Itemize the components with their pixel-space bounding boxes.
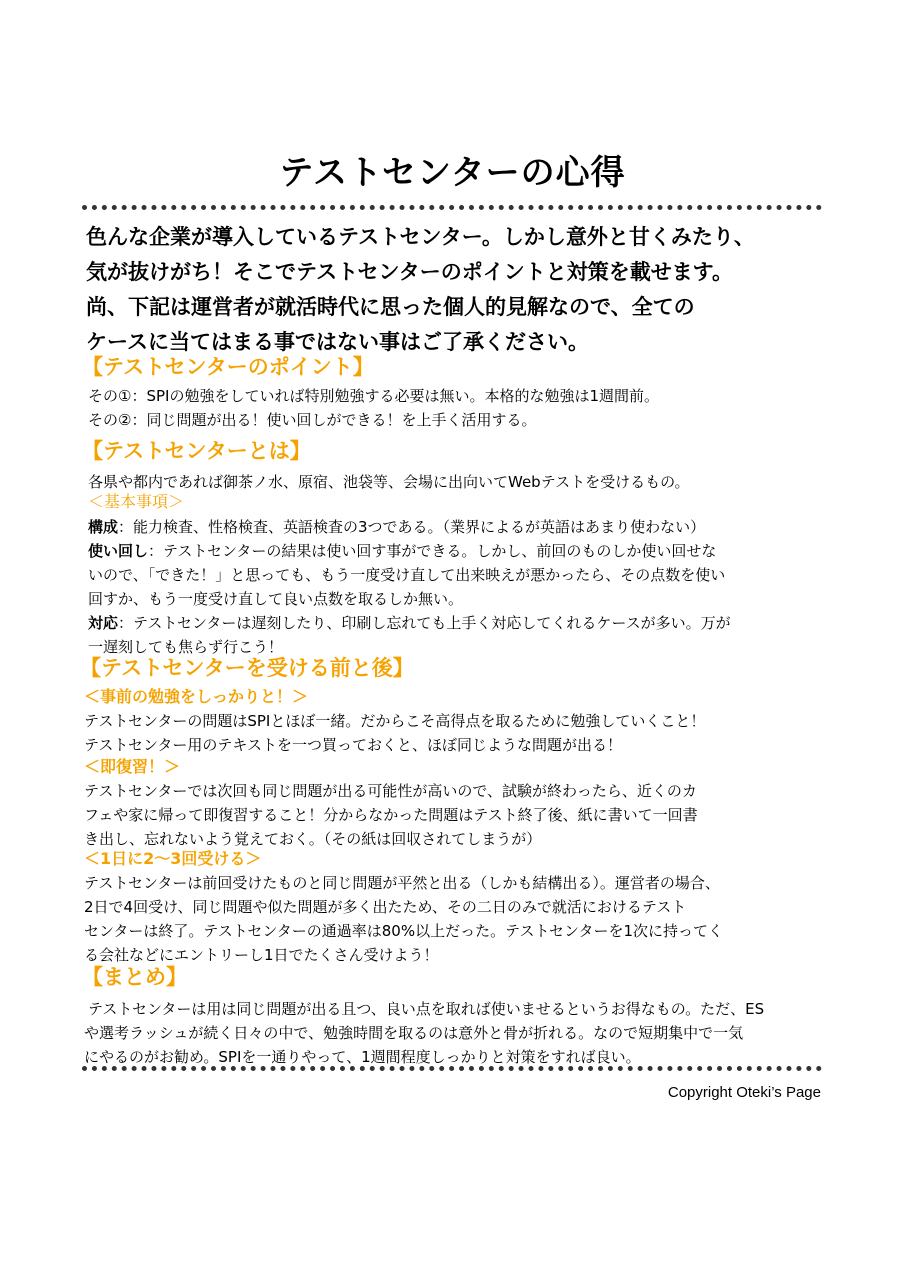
multi-line: センターは終了。テストセンターの通過率は80%以上だった。テストセンターを1次に持ってく — [84, 922, 723, 940]
composition-text: ：能力検査、性格検査、英語検査の3つである。（業界によるが英語はあまり使わない） — [118, 518, 706, 536]
reuse-line: 回すか、もう一度受け直して良い点数を取るしか無い。 — [88, 590, 464, 608]
summary-line: や選考ラッシュが続く日々の中で、勉強時間を取るのは意外と骨が折れる。なので短期集中で一気 — [84, 1024, 744, 1042]
response-text: ：テストセンターは遅刻したり、印刷し忘れても上手く対応してくれるケースが多い。万が — [118, 614, 731, 632]
intro-paragraph — [86, 220, 816, 360]
copyright: Copyright Oteki’s Page — [667, 1084, 821, 1101]
intro-line: 色んな企業が導入しているテストセンター。しかし意外と甘くみたり、 — [86, 225, 755, 249]
multi-heading: ＜1日に2～3回受ける＞ — [84, 849, 262, 868]
review-line: テストセンターでは次回も同じ問題が出る可能性が高いので、試験が終わったら、近くのカ — [84, 782, 697, 800]
section-heading-before-after: 【テストセンターを受ける前と後】 — [80, 656, 414, 680]
page-title: テストセンターの心得 — [279, 153, 626, 193]
section-heading-summary: 【まとめ】 — [82, 965, 187, 989]
response-label: 対応 — [88, 614, 119, 632]
response-line: 一遅刻しても焦らず行こう！ — [88, 638, 284, 656]
review-line: フェや家に帰って即復習すること！分からなかった問題はテスト終了後、紙に書いて一回書 — [84, 806, 698, 824]
prep-line: テストセンターの問題はSPIとほぼ一緒。だからこそ高得点を取るために勉強していくこと！ — [84, 712, 706, 730]
basics-heading: ＜基本事項＞ — [88, 492, 185, 511]
point-item: その②：同じ問題が出る！使い回しができる！を上手く活用する。 — [88, 411, 537, 429]
reuse-text: ：テストセンターの結果は使い回す事ができる。しかし、前回のものしか使い回せな — [148, 542, 717, 560]
top-divider — [82, 205, 822, 210]
prep-line: テストセンター用のテキストを一つ買っておくと、ほぼ同じような問題が出る！ — [84, 736, 623, 754]
intro-line: ケースに当てはまる事ではない事はご了承ください。 — [86, 330, 589, 354]
composition-line — [88, 515, 705, 539]
multi-line: る会社などにエントリーし1日でたくさん受けよう！ — [84, 946, 439, 964]
intro-line: 気が抜けがち！そこでテストセンターのポイントと対策を載せます。 — [86, 260, 734, 284]
summary-line: にやるのがお勧め。SPIを一通りやって、1週間程度しっかりと対策をすれば良い。 — [84, 1048, 641, 1066]
reuse-line — [88, 539, 716, 563]
composition-label: 構成 — [88, 518, 119, 536]
about-description: 各県や都内であれば御茶ノ水、原宿、池袋等、会場に出向いてWebテストを受けるもの。 — [88, 473, 690, 491]
intro-line: 尚、下記は運営者が就活時代に思った個人的見解なので、全ての — [86, 295, 695, 319]
section-heading-points: 【テストセンターのポイント】 — [82, 355, 374, 379]
review-line: き出し、忘れないよう覚えておく。（その紙は回収されてしまうが） — [84, 830, 542, 848]
response-line — [88, 611, 731, 635]
multi-line: テストセンターは前回受けたものと同じ問題が平然と出る（しかも結構出る）。運営者の場合、 — [84, 874, 720, 892]
summary-line: テストセンターは用は同じ問題が出る且つ、良い点を取れば使いませるというお得なもの。ただ、ES — [88, 1000, 765, 1018]
reuse-line: いので、「できた！」と思っても、もう一度受け直して出来映えが悪かったら、その点数を使い — [88, 566, 726, 584]
section-heading-about: 【テストセンターとは】 — [82, 439, 311, 463]
multi-line: 2日で4回受け、同じ問題や似た問題が多く出たため、その二日のみで就活におけるテスト — [84, 898, 687, 916]
bottom-divider — [82, 1066, 822, 1071]
prep-heading: ＜事前の勉強をしっかりと！＞ — [84, 687, 309, 706]
reuse-label: 使い回し — [88, 542, 149, 560]
review-heading: ＜即復習！＞ — [84, 757, 181, 776]
point-item: その①：SPIの勉強をしていれば特別勉強する必要は無い。本格的な勉強は1週間前。 — [88, 387, 659, 405]
